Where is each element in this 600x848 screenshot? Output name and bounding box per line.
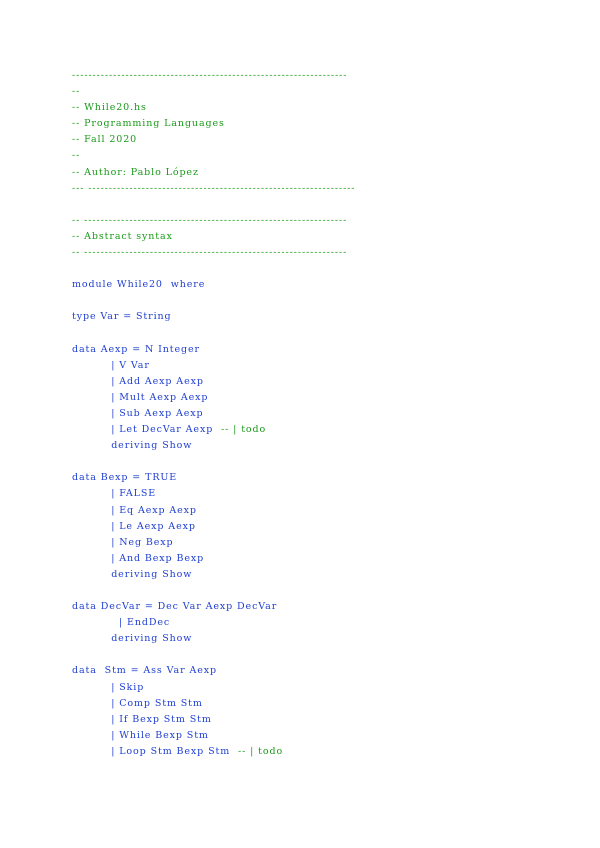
code-text: data Bexp = TRUE [72,472,178,484]
code-line [72,309,592,325]
code-text: | Eq Aexp Aexp [72,504,197,516]
code-line [72,535,592,551]
blank-line [72,583,592,599]
comment-text: -- [72,150,81,162]
code-line [72,551,592,567]
blank-line [72,326,592,342]
comment-text: ------------------------------------------------------------------- [72,70,348,81]
comment-text: -- Programming Languages [72,118,225,130]
blank-line [72,647,592,663]
code-line [72,631,592,647]
comment-text: -- While20.hs [72,102,147,114]
code-text: data Stm = Ass Var Aexp [72,665,217,677]
code-line [72,406,592,422]
code-text: | While Bexp Stm [72,729,209,741]
code-text: deriving Show [72,633,193,645]
code-line-with-comment [72,744,592,760]
code-text: | FALSE [72,488,157,500]
comment-text: -- ---------------------------------------------------------------- [72,214,348,226]
comment-text: -- Fall 2020 [72,134,138,146]
inline-comment-text: -- | todo [217,424,267,436]
code-text: deriving Show [72,440,193,452]
comment-line [72,116,592,132]
code-text: | Mult Aexp Aexp [72,391,209,403]
comment-line [72,100,592,116]
code-text: | Le Aexp Aexp [72,520,196,532]
code-line [72,277,592,293]
comment-line [72,132,592,148]
code-text: | Skip [72,681,145,693]
code-text: | Add Aexp Aexp [72,375,204,387]
comment-text: -- ---------------------------------------------------------------- [72,247,348,259]
code-line [72,728,592,744]
code-line [72,567,592,583]
code-line [72,663,592,679]
blank-line [72,454,592,470]
code-line [72,615,592,631]
code-line [72,712,592,728]
code-line [72,390,592,406]
comment-line [72,181,592,197]
code-line [72,696,592,712]
code-text: | Let DecVar Aexp [72,424,218,436]
comment-line [72,68,592,84]
code-text: | V Var [72,359,150,371]
code-line-with-comment [72,422,592,438]
comment-line [72,213,592,229]
comment-line [72,84,592,100]
code-text: type Var = String [72,311,172,323]
code-text: | EndDec [72,617,171,629]
code-text: | If Bexp Stm Stm [72,713,212,725]
code-line [72,438,592,454]
code-line [72,358,592,374]
code-text: data Aexp = N Integer [72,343,200,355]
code-line [72,342,592,358]
code-line [72,486,592,502]
code-text: | And Bexp Bexp [72,552,205,564]
code-text: module While20 where [72,279,206,291]
comment-text: -- [72,86,81,98]
inline-comment-text: -- | todo [234,745,284,757]
comment-line [72,245,592,261]
comment-line [72,229,592,245]
code-text: deriving Show [72,568,193,580]
comment-line [72,165,592,181]
blank-line [72,293,592,309]
blank-line [72,197,592,213]
code-line [72,503,592,519]
blank-line [72,261,592,277]
comment-text: -- Author: Pablo López [72,166,199,178]
code-line [72,680,592,696]
code-line [72,519,592,535]
comment-text: --- ----------------------------------------------------------------- [72,182,356,194]
code-text: data DecVar = Dec Var Aexp DecVar [72,601,278,613]
code-text: | Neg Bexp [72,536,174,548]
comment-text: -- Abstract syntax [72,230,173,242]
code-text: | Comp Stm Stm [72,697,203,709]
code-text: | Sub Aexp Aexp [72,407,204,419]
comment-line [72,148,592,164]
code-line [72,470,592,486]
code-line [72,599,592,615]
code-text: | Loop Stm Bexp Stm [72,745,235,757]
code-line [72,374,592,390]
source-code-block [72,68,592,760]
